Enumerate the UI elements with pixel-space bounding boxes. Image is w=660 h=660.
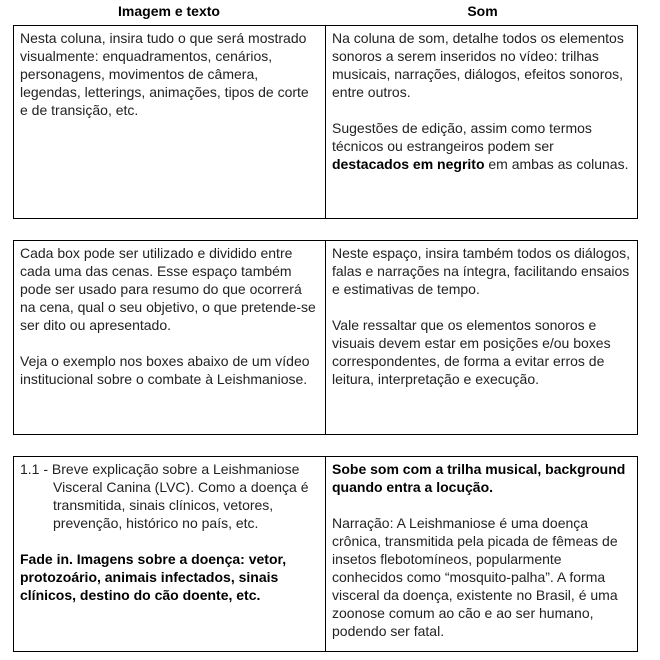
- image-column-cell[interactable]: [14, 241, 326, 434]
- instructions-text: Vale ressaltar que os elementos sonoros e visuais devem estar em posições e/ou boxes correspondentes, de forma a evitar erros de leitura, interpretação e execução.: [332, 317, 611, 387]
- image-column-cell[interactable]: [14, 457, 326, 651]
- instructions-text: Na coluna de som, detalhe todos os elementos sonoros a serem inseridos no vídeo: trilhas musicais, narrações, diálogos, efeitos sonoros, entre outros.: [332, 30, 624, 100]
- text-run: em ambas as colunas.: [484, 156, 629, 172]
- sound-column-cell[interactable]: [326, 457, 637, 651]
- scene-visual-direction: Fade in. Imagens sobre a doença: vetor, protozoário, animais infectados, sinais clínicos, destino do cão doente, etc.: [20, 551, 287, 603]
- text-run: Sugestões de edição, assim como termos técnicos ou estrangeiros podem ser: [332, 120, 592, 154]
- instructions-text: Nesta coluna, insira tudo o que será mostrado visualmente: enquadramentos, cenários, personagens, movimentos de câmera, legendas, letterings, animações, tipos de corte e de transição, etc.: [20, 30, 309, 118]
- column-header-sound: Som: [467, 3, 498, 19]
- sound-column-cell[interactable]: [326, 241, 637, 434]
- instructions-text: Neste espaço, insira também todos os diálogos, falas e narrações na íntegra, facilitando ensaios e estimativas de tempo.: [332, 245, 631, 297]
- bold-text-run: destacados em negrito: [332, 156, 485, 172]
- script-box-2: [13, 240, 638, 435]
- scene-description: 1.1 - Breve explicação sobre a Leishmaniose Visceral Canina (LVC). Como a doença é transmitida, sinais clínicos, vetores, prevenção, histórico no país, etc.: [20, 461, 309, 531]
- sound-direction: Sobe som com a trilha musical, background quando entra a locução.: [332, 461, 626, 495]
- column-header-image-text: Imagem e texto: [118, 3, 220, 19]
- sound-column-cell[interactable]: [326, 26, 637, 218]
- script-box-3: [13, 456, 638, 652]
- instructions-text: Veja o exemplo nos boxes abaixo de um vídeo institucional sobre o combate à Leishmaniose.: [20, 353, 310, 387]
- instructions-text: Cada box pode ser utilizado e dividido entre cada uma das cenas. Esse espaço também pode ser usado para resumo do que ocorrerá na cena, qual o seu objetivo, o que pretende-se ser dito ou apresentado.: [20, 245, 316, 333]
- script-box-1: [13, 25, 638, 219]
- image-column-cell[interactable]: [14, 26, 326, 218]
- narration-text: Narração: A Leishmaniose é uma doença crônica, transmitida pela picada de fêmeas de insetos flebotomíneos, popularmente conhecidos como “mosquito-palha”. A forma visceral da doença, existente no Brasil, é uma zoonose comum ao cão e ao ser humano, podendo ser fatal.: [332, 515, 618, 639]
- table-header: [13, 0, 640, 24]
- instructions-text: [332, 119, 631, 173]
